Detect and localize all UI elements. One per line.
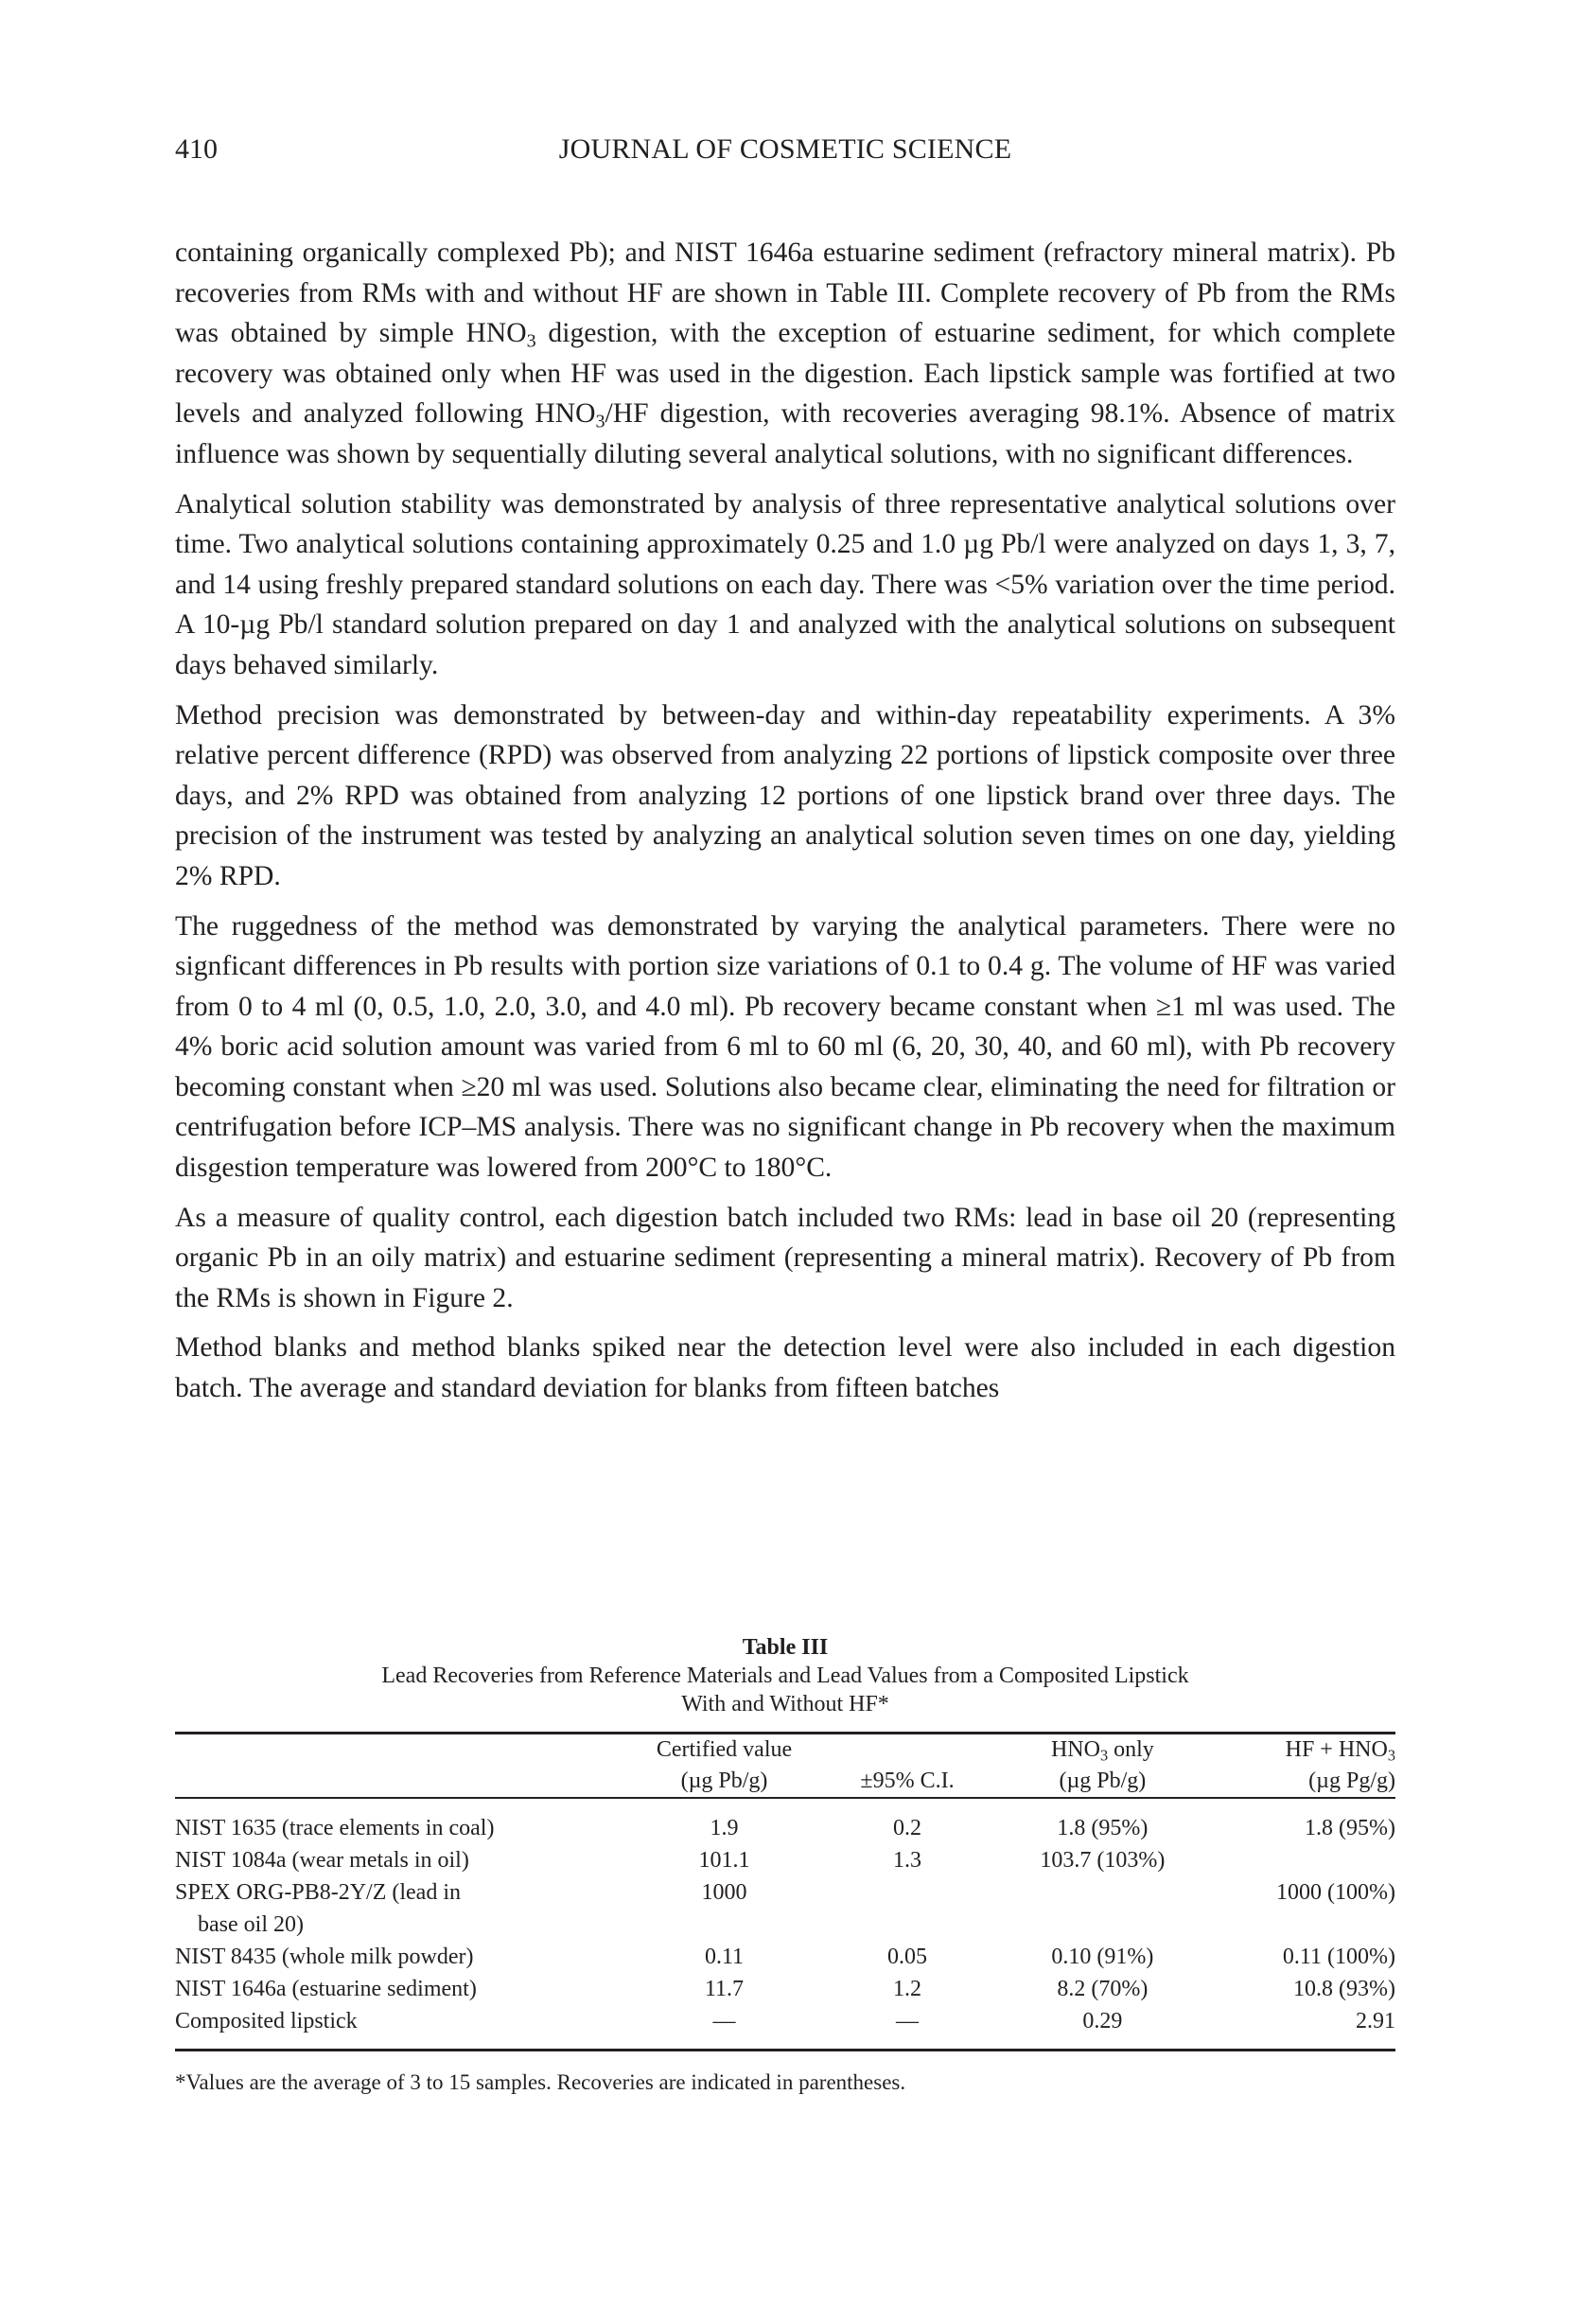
paragraph-ruggedness: The ruggedness of the method was demonstrated by varying the analytical parameters. There were no signficant differences in Pb results with portion size variations of 0.1 to 0.4 g. The volume of HF was varied from 0 to 4 ml (0, 0.5, 1.0, 2.0, 3.0, and 4.0 ml). Pb recovery became constant when ≥1 ml was used. The 4% boric acid solution amount was varied from 6 ml to 60 ml (6, 20, 30, 40, and 60 ml), with Pb recovery becoming constant when ≥20 ml was used. Solutions also became clear, eliminating the need for filtration or centrifugation before ICP–MS analysis. There was no significant change in Pb recovery when the maximum disgestion temperature was lowered from 200°C to 180°C. (175, 910, 1395, 1184)
table-row: NIST 1646a (estuarine sediment) 11.7 1.2 8.2 (70%) 10.8 (93%) (175, 1977, 1395, 2001)
page-number: 410 (175, 133, 218, 165)
header-confidence-interval: ±95% C.I. (860, 1769, 955, 1793)
paragraph-solution-stability: Analytical solution stability was demonstrated by analysis of three representative analytical solutions over time. Two analytical solutions containing approximately 0.25 and 1.0 µg Pb/l were analyzed on days 1, 3, 7, and 14 using freshly prepared standard solutions on each day. There was <5% variation over the time period. A 10-µg Pb/l standard solution prepared on day 1 and analyzed with the analytical solutions on subsequent days behaved similarly. (175, 488, 1395, 680)
table-title-line-1: Lead Recoveries from Reference Materials and Lead Values from a Composited Lipstick (381, 1663, 1189, 1688)
table-footnote: *Values are the average of 3 to 15 samples. Recoveries are indicated in parentheses. (175, 2070, 906, 2094)
paragraph-quality-control: As a measure of quality control, each digestion batch included two RMs: lead in base oil 20 (representing organic Pb in an oily matrix) and estuarine sediment (representing a mineral matrix). Recovery of Pb from the RMs is shown in Figure 2. (175, 1202, 1395, 1313)
header-material (175, 1734, 639, 1797)
running-header (175, 131, 1395, 168)
header-hf-plus-hno3: HF + $HNO_3$ (µg Pg/g) (1285, 1737, 1395, 1793)
table-caption (175, 1633, 1395, 1718)
table-iii (175, 1633, 1395, 2097)
paragraph-method-precision: Method precision was demonstrated by between-day and within-day repeatability experiments. A 3% relative percent difference (RPD) was observed from analyzing 22 portions of lipstick composite over three days, and 2% RPD was obtained from analyzing 12 portions of one lipstick brand over three days. The precision of the instrument was tested by analyzing an analytical solution seven times on one day, yielding 2% RPD. (175, 699, 1395, 891)
lead-recoveries-table (175, 1734, 1395, 2049)
body-text (175, 233, 1395, 1418)
journal-title: JOURNAL OF COSMETIC SCIENCE (558, 133, 1012, 165)
table-row: SPEX ORG-PB8-2Y/Z (lead in base oil 20) 1000 1000 (100%) (175, 1880, 1395, 1937)
table-title-line-2: With and Without HF* (681, 1692, 889, 1716)
table-row: Composited lipstick — — 0.29 2.91 (175, 2009, 1395, 2033)
table-row: NIST 1084a (wear metals in oil) 101.1 1.3 103.7 (103%) (175, 1848, 1166, 1873)
header-hno3-only: $HNO_3$ only (µg Pb/g) (1050, 1737, 1154, 1793)
header-certified-value: Certified value (µg Pb/g) (656, 1737, 793, 1793)
paragraph-rm-recoveries: containing organically complexed Pb); and NIST 1646a estuarine sediment (refractory mineral matrix). Pb recoveries from RMs with and without HF are shown in Table III. Complete recovery of Pb from the RMs was obtained by simple $HNO_3$ digestion, with the exception of estuarine sediment, for which complete recovery was obtained only when HF was used in the digestion. Each lipstick sample was fortified at two levels and analyzed following $HNO_3/HF$ digestion, with recoveries averaging 98.1%. Absence of matrix influence was shown by sequentially diluting several analytical solutions, with no significant differences. (175, 238, 1396, 469)
table-bottom-rule (175, 2049, 1395, 2051)
table-row: NIST 8435 (whole milk powder) 0.11 0.05 0.10 (91%) 0.11 (100%) (175, 1945, 1395, 1969)
table-header-row (175, 1734, 1395, 1797)
paragraph-method-blanks: Method blanks and method blanks spiked near the detection level were also included in each digestion batch. The average and standard deviation for blanks from fifteen batches (175, 1332, 1395, 1404)
table-label: Table III (742, 1635, 829, 1660)
table-row: NIST 1635 (trace elements in coal) 1.9 0.2 1.8 (95%) 1.8 (95%) (175, 1816, 1395, 1840)
